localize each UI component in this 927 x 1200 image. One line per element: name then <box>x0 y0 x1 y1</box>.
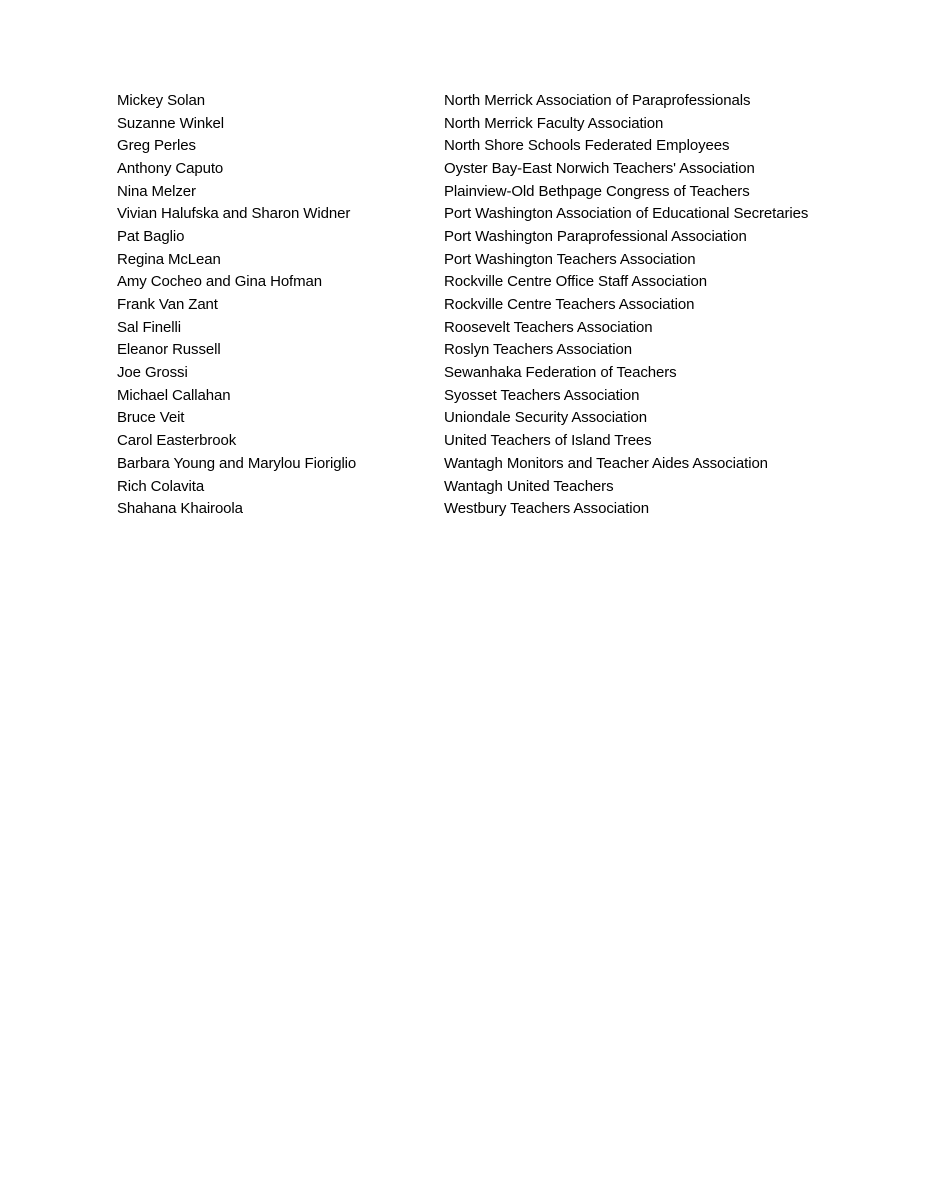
association-name: Sewanhaka Federation of Teachers <box>444 364 677 382</box>
list-item <box>117 497 837 520</box>
list-item <box>117 475 837 498</box>
list-item <box>117 339 837 362</box>
association-name: Roslyn Teachers Association <box>444 341 632 359</box>
association-name: Rockville Centre Office Staff Association <box>444 273 707 291</box>
list-item <box>117 180 837 203</box>
association-name: Port Washington Paraprofessional Association <box>444 227 747 245</box>
association-name: Wantagh United Teachers <box>444 477 614 495</box>
association-name: North Shore Schools Federated Employees <box>444 137 730 155</box>
association-name: Wantagh Monitors and Teacher Aides Association <box>444 454 768 472</box>
contact-name: Rich Colavita <box>117 477 205 495</box>
association-name: North Merrick Association of Paraprofessionals <box>444 91 751 109</box>
contact-name: Joe Grossi <box>117 364 188 382</box>
association-name: Westbury Teachers Association <box>444 500 649 518</box>
list-item <box>117 225 837 248</box>
list-item <box>117 293 837 316</box>
association-name: Port Washington Association of Educational Secretaries <box>444 205 809 223</box>
association-name: Rockville Centre Teachers Association <box>444 296 695 314</box>
contact-name: Regina McLean <box>117 250 221 268</box>
list-item <box>117 89 837 112</box>
list-item <box>117 316 837 339</box>
contact-name: Pat Baglio <box>117 227 185 245</box>
association-name: Roosevelt Teachers Association <box>444 318 653 336</box>
contact-name: Nina Melzer <box>117 182 196 200</box>
contact-name: Suzanne Winkel <box>117 114 224 132</box>
list-item <box>117 134 837 157</box>
contact-name: Vivian Halufska and Sharon Widner <box>117 205 351 223</box>
list-item <box>117 429 837 452</box>
association-name: North Merrick Faculty Association <box>444 114 664 132</box>
association-name: Uniondale Security Association <box>444 409 647 427</box>
association-name: Port Washington Teachers Association <box>444 250 696 268</box>
roster-list <box>117 89 837 520</box>
list-item <box>117 271 837 294</box>
association-name: Oyster Bay-East Norwich Teachers' Association <box>444 159 755 177</box>
association-name: Plainview-Old Bethpage Congress of Teachers <box>444 182 750 200</box>
association-name: United Teachers of Island Trees <box>444 432 652 450</box>
contact-name: Frank Van Zant <box>117 296 218 314</box>
list-item <box>117 157 837 180</box>
list-item <box>117 202 837 225</box>
contact-name: Michael Callahan <box>117 386 231 404</box>
list-item <box>117 248 837 271</box>
list-item <box>117 361 837 384</box>
contact-name: Sal Finelli <box>117 318 181 336</box>
contact-name: Carol Easterbrook <box>117 432 237 450</box>
contact-name: Greg Perles <box>117 137 196 155</box>
contact-name: Barbara Young and Marylou Fioriglio <box>117 454 357 472</box>
list-item <box>117 407 837 430</box>
contact-name: Anthony Caputo <box>117 159 224 177</box>
list-item <box>117 112 837 135</box>
list-item <box>117 384 837 407</box>
contact-name: Eleanor Russell <box>117 341 221 359</box>
association-name: Syosset Teachers Association <box>444 386 640 404</box>
contact-name: Mickey Solan <box>117 91 206 109</box>
contact-name: Amy Cocheo and Gina Hofman <box>117 273 323 291</box>
contact-name: Bruce Veit <box>117 409 185 427</box>
contact-name: Shahana Khairoola <box>117 500 243 518</box>
list-item <box>117 452 837 475</box>
